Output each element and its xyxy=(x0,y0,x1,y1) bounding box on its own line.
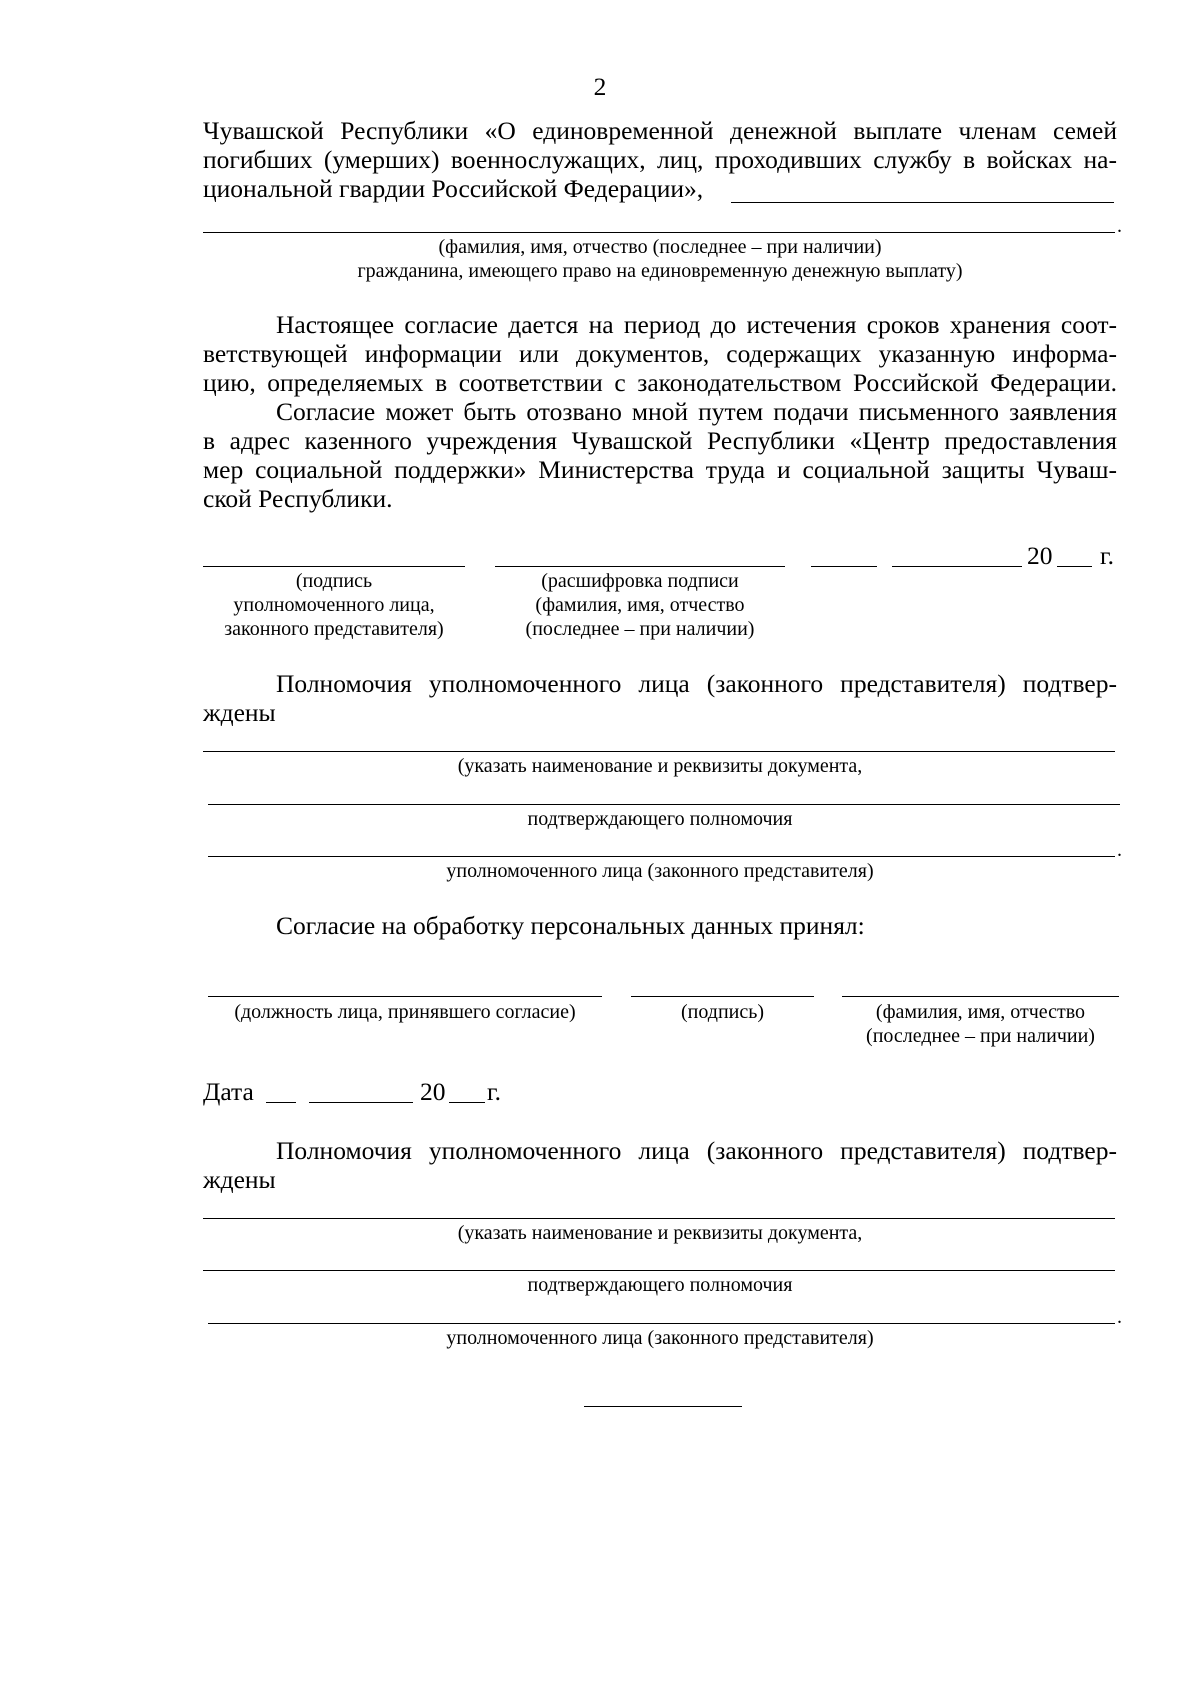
date-year-field[interactable] xyxy=(449,1102,485,1103)
authority2-document-field-3[interactable] xyxy=(208,1323,1115,1324)
authority2-document-field-2[interactable] xyxy=(203,1270,1115,1271)
authority1-line-1: Полномочия уполномоченного лица (законного представителя) подтвер- xyxy=(276,669,1117,698)
authority2-line-2: ждены xyxy=(203,1165,276,1194)
authority2-caption-3: уполномоченного лица (законного представителя) xyxy=(446,1327,874,1349)
year-suffix: г. xyxy=(1100,541,1114,570)
sign-caption-1: (подпись xyxy=(295,570,373,592)
accepted-signature-caption: (подпись) xyxy=(680,1001,765,1023)
year-field[interactable] xyxy=(1057,566,1092,567)
authority1-caption-2: подтверждающего полномочия xyxy=(527,808,793,830)
accepted-text: Согласие на обработку персональных данных принял: xyxy=(276,911,865,940)
accepted-position-caption: (должность лица, принявшего согласие) xyxy=(234,1001,576,1023)
citizen-caption-1: (фамилия, имя, отчество (последнее – при наличии) xyxy=(438,236,882,258)
date-label: Дата xyxy=(203,1077,254,1106)
date-day-field[interactable] xyxy=(266,1102,296,1103)
intro-line-1: Чувашской Республики «О единовременной денежной выплате членам семей xyxy=(203,116,1117,145)
revoke-line-1: Согласие может быть отозвано мной путем подачи письменного заявления xyxy=(276,397,1117,426)
authority1-document-field-2[interactable] xyxy=(208,804,1120,805)
signature-decode-field[interactable] xyxy=(495,566,785,567)
revoke-line-3: мер социальной поддержки» Министерства труда и социальной защиты Чуваш- xyxy=(203,455,1117,484)
authority2-line-1: Полномочия уполномоченного лица (законного представителя) подтвер- xyxy=(276,1136,1117,1165)
end-dot: . xyxy=(1117,839,1122,861)
authority2-caption-1: (указать наименование и реквизиты документа, xyxy=(457,1222,863,1244)
accepted-name-caption-2: (последнее – при наличии) xyxy=(866,1025,1095,1047)
revoke-line-4: ской Республики. xyxy=(203,484,393,513)
authority1-caption-3: уполномоченного лица (законного представителя) xyxy=(446,860,874,882)
authority1-line-2: ждены xyxy=(203,698,276,727)
authority1-document-field[interactable] xyxy=(203,751,1115,752)
decode-caption-2: (фамилия, имя, отчество xyxy=(535,594,745,616)
date-month-field[interactable] xyxy=(309,1102,413,1103)
period-line-2: ветствующей информации или документов, содержащих указанную информа- xyxy=(203,339,1117,368)
decode-caption-3: (последнее – при наличии) xyxy=(525,618,755,640)
accepted-name-caption-1: (фамилия, имя, отчество xyxy=(875,1001,1086,1023)
authority1-document-field-3[interactable] xyxy=(208,856,1115,857)
closing-separator xyxy=(584,1406,742,1407)
end-dot: . xyxy=(1117,1306,1122,1328)
revoke-line-2: в адрес казенного учреждения Чувашской Республики «Центр предоставления xyxy=(203,426,1117,455)
accepted-signature-field[interactable] xyxy=(631,996,814,997)
period-line-3: цию, определяемых в соответствии с законодательством Российской Федерации. xyxy=(203,368,1117,397)
date-year-suffix: г. xyxy=(487,1077,501,1106)
date-year-prefix: 20 xyxy=(420,1077,446,1106)
year-prefix: 20 xyxy=(1027,541,1053,570)
citizen-name-field[interactable] xyxy=(731,202,1114,203)
decode-caption-1: (расшифровка подписи xyxy=(541,570,739,592)
sign-caption-2: уполномоченного лица, xyxy=(233,594,435,616)
month-field[interactable] xyxy=(892,566,1022,567)
authority2-document-field[interactable] xyxy=(203,1218,1115,1219)
intro-line-2: погибших (умерших) военнослужащих, лиц, проходивших службу в войсках на- xyxy=(203,145,1117,174)
citizen-name-field-continued[interactable] xyxy=(203,232,1115,233)
signature-field[interactable] xyxy=(203,566,465,567)
day-field[interactable] xyxy=(811,566,877,567)
accepted-name-field[interactable] xyxy=(842,996,1119,997)
sign-caption-3: законного представителя) xyxy=(224,618,444,640)
citizen-caption-2: гражданина, имеющего право на единовременную денежную выплату) xyxy=(357,260,963,282)
authority2-caption-2: подтверждающего полномочия xyxy=(527,1274,793,1296)
period-line-1: Настоящее согласие дается на период до истечения сроков хранения соот- xyxy=(276,310,1117,339)
accepted-position-field[interactable] xyxy=(208,996,602,997)
intro-line-3: циональной гвардии Российской Федерации», xyxy=(203,174,704,203)
page-number: 2 xyxy=(593,72,607,101)
authority1-caption-1: (указать наименование и реквизиты документа, xyxy=(457,755,863,777)
end-dot: . xyxy=(1117,215,1122,237)
